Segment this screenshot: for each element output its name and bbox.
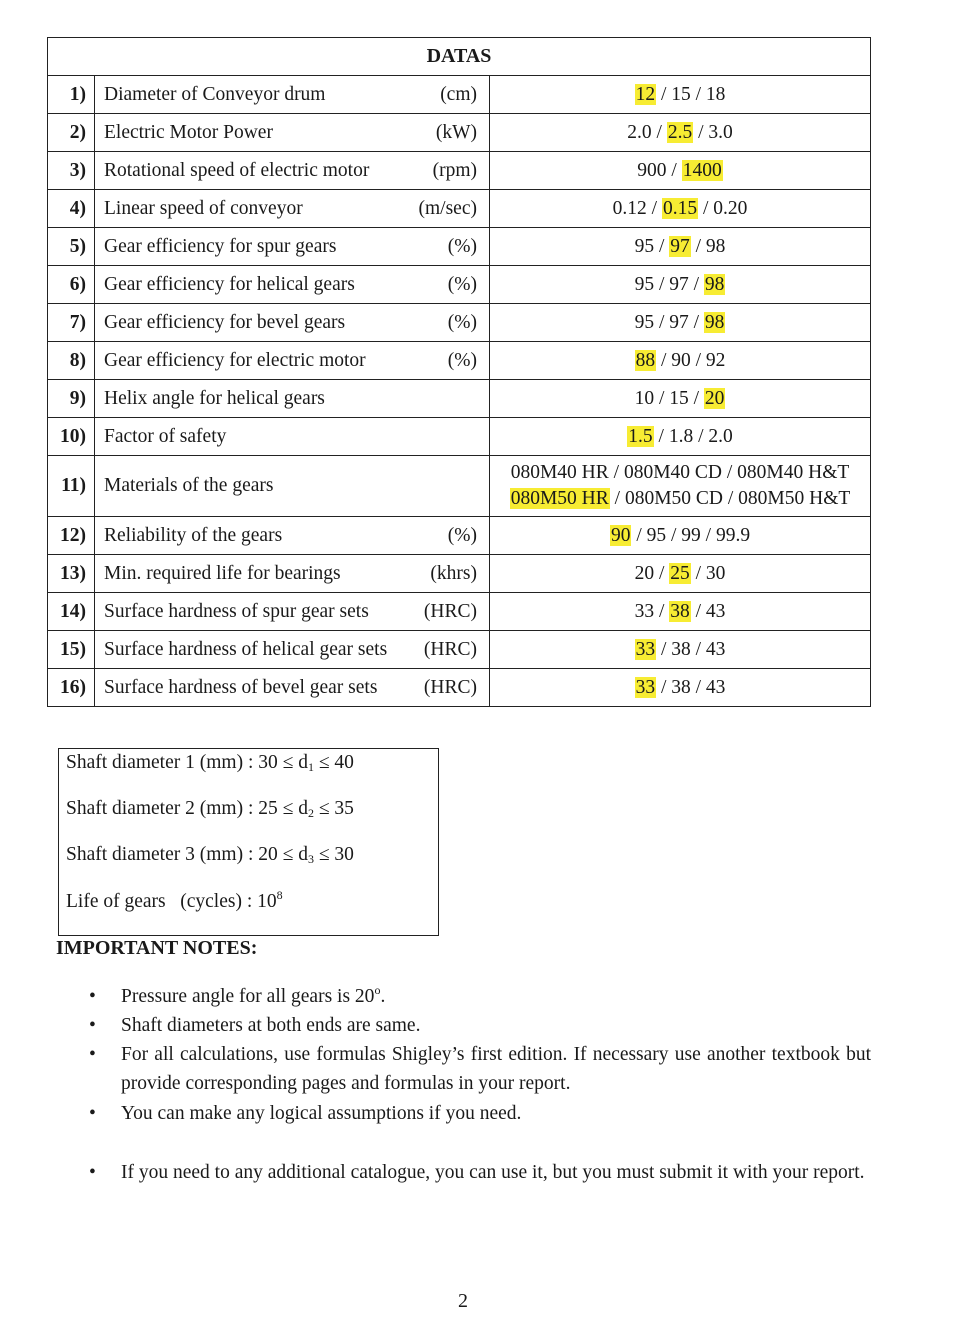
row-label <box>95 76 490 114</box>
table-row <box>48 555 871 593</box>
row-options: 33 / 38 / 43 <box>490 631 871 669</box>
parameter-name: Gear efficiency for helical gears <box>104 273 355 295</box>
row-number: 10) <box>48 418 95 456</box>
selected-option: 0.15 <box>662 197 698 219</box>
option-value: 95 <box>634 273 655 295</box>
row-options: 95 / 97 / 98 <box>490 304 871 342</box>
life-of-gears: Life of gears (cycles) : $10^8$ <box>66 888 283 912</box>
row-label <box>95 228 490 266</box>
option-value: 1.8 <box>668 425 694 447</box>
parameter-name: Rotational speed of electric motor <box>104 159 370 181</box>
table-row <box>48 456 871 517</box>
option-value: 33 <box>634 600 655 622</box>
option-value: 900 <box>637 159 667 181</box>
parameter-name: Linear speed of conveyor <box>104 197 303 219</box>
row-number: 15) <box>48 631 95 669</box>
row-number: 8) <box>48 342 95 380</box>
parameter-name: Diameter of Conveyor drum <box>104 83 326 105</box>
option-value: 30 <box>705 562 726 584</box>
row-number: 2) <box>48 114 95 152</box>
option-value: 15 <box>669 387 689 409</box>
note-assumptions: • You can make any logical assumptions if you need. <box>121 1099 871 1128</box>
option-value: 90 <box>671 349 691 371</box>
row-number: 9) <box>48 380 95 418</box>
parameter-name: Surface hardness of bevel gear sets <box>104 676 378 698</box>
row-label <box>95 152 490 190</box>
option-value: 97 <box>669 311 689 333</box>
parameter-name: Factor of safety <box>104 425 227 447</box>
parameter-name: Surface hardness of spur gear sets <box>104 600 369 622</box>
option-value: 38 <box>671 638 691 660</box>
row-options: 10 / 15 / 20 <box>490 380 871 418</box>
option-value: 2.0 <box>627 121 652 143</box>
parameter-name: Gear efficiency for spur gears <box>104 235 337 257</box>
parameter-unit: (m/sec) <box>418 197 477 219</box>
table-row <box>48 304 871 342</box>
shaft-diameter-1: Shaft diameter 1 (mm) : $30 \le d_1 \le 40$ <box>66 752 354 774</box>
bullet-icon: • <box>89 1162 96 1183</box>
datas-table <box>47 37 871 707</box>
selected-option: 25 <box>670 562 690 584</box>
table-row <box>48 380 871 418</box>
notes-title: IMPORTANT NOTES: <box>56 937 258 959</box>
option-value: 10 <box>634 387 655 409</box>
parameter-unit: (HRC) <box>423 676 477 698</box>
row-options: 33 / 38 / 43 <box>490 593 871 631</box>
option-value: 2.0 <box>708 425 733 447</box>
selected-option: 97 <box>670 235 690 257</box>
option-value: 95 <box>634 235 655 257</box>
note-shaft-ends: • Shaft diameters at both ends are same. <box>121 1011 871 1040</box>
row-options: 900 / 1400 <box>490 152 871 190</box>
parameter-unit: (%) <box>447 311 477 333</box>
option-value: 99 <box>681 524 701 546</box>
row-options: 20 / 25 / 30 <box>490 555 871 593</box>
row-label <box>95 631 490 669</box>
option-value: 0.12 <box>612 197 647 219</box>
option-value: 080M40 CD <box>623 462 722 483</box>
row-label <box>95 418 490 456</box>
row-options: 2.0 / 2.5 / 3.0 <box>490 114 871 152</box>
selected-option: 20 <box>704 387 725 409</box>
row-number: 11) <box>48 456 95 517</box>
shaft-diameter-2: Shaft diameter 2 (mm) : $25 \le d_2 \le 35$ <box>66 798 354 820</box>
selected-option: 2.5 <box>667 121 693 143</box>
row-label <box>95 517 490 555</box>
parameter-name: Gear efficiency for electric motor <box>104 349 366 371</box>
row-options: 1.5 / 1.8 / 2.0 <box>490 418 871 456</box>
option-value: 95 <box>646 524 667 546</box>
table-row <box>48 114 871 152</box>
option-value: 0.20 <box>713 197 748 219</box>
table-row <box>48 593 871 631</box>
row-label <box>95 555 490 593</box>
selected-option: 98 <box>704 311 725 333</box>
row-label <box>95 342 490 380</box>
table-row <box>48 228 871 266</box>
parameter-name: Surface hardness of helical gear sets <box>104 638 388 660</box>
row-number: 4) <box>48 190 95 228</box>
table-row <box>48 266 871 304</box>
row-label <box>95 266 490 304</box>
row-number: 7) <box>48 304 95 342</box>
row-number: 3) <box>48 152 95 190</box>
parameter-unit: (cm) <box>440 83 477 105</box>
selected-option: 1.5 <box>628 425 653 447</box>
row-options <box>490 456 871 517</box>
option-value: 98 <box>705 235 726 257</box>
row-label <box>95 593 490 631</box>
parameter-unit: (%) <box>447 349 477 371</box>
row-label <box>95 190 490 228</box>
note-catalogue: • If you need to any additional catalogue, you can use it, but you must submit it with your report. <box>121 1158 871 1187</box>
option-value: 18 <box>705 83 726 105</box>
parameter-name: Reliability of the gears <box>104 524 283 546</box>
row-number: 12) <box>48 517 95 555</box>
table-row <box>48 152 871 190</box>
table-title: DATAS <box>48 38 871 76</box>
shaft-diameter-3: Shaft diameter 3 (mm) : $20 \le d_3 \le 30$ <box>66 844 354 866</box>
option-value: 95 <box>634 311 655 333</box>
selected-option: 88 <box>635 349 656 371</box>
row-number: 13) <box>48 555 95 593</box>
option-value: 080M40 H&T <box>737 462 850 483</box>
selected-option: 1400 <box>682 159 722 181</box>
row-number: 16) <box>48 669 95 707</box>
parameter-unit: (khrs) <box>430 562 477 584</box>
row-label <box>95 304 490 342</box>
option-value: 97 <box>669 273 689 295</box>
table-row <box>48 418 871 456</box>
row-options: 88 / 90 / 92 <box>490 342 871 380</box>
material-line: 080M40 HR / 080M40 CD / 080M40 H&T <box>510 462 850 483</box>
selected-option: 38 <box>670 600 690 622</box>
row-options: 95 / 97 / 98 <box>490 228 871 266</box>
option-value: 080M50 CD <box>624 488 723 509</box>
table-row <box>48 631 871 669</box>
bullet-icon: • <box>89 986 96 1007</box>
parameter-unit: (HRC) <box>423 600 477 622</box>
table-row <box>48 76 871 114</box>
option-value: 15 <box>671 83 691 105</box>
table-row <box>48 669 871 707</box>
table-row <box>48 517 871 555</box>
table-row <box>48 190 871 228</box>
page-number: 2 <box>458 1290 468 1312</box>
selected-option: 98 <box>704 273 725 295</box>
row-options: 12 / 15 / 18 <box>490 76 871 114</box>
selected-option: 33 <box>635 638 656 660</box>
row-options: 33 / 38 / 43 <box>490 669 871 707</box>
material-line: 080M50 HR / 080M50 CD / 080M50 H&T <box>510 488 851 509</box>
row-label <box>95 669 490 707</box>
option-value: 38 <box>671 676 691 698</box>
option-value: 080M50 H&T <box>738 488 851 509</box>
option-value: 43 <box>705 638 726 660</box>
option-value: 43 <box>705 676 726 698</box>
selected-option: 90 <box>610 524 631 546</box>
parameter-name: Materials of the gears <box>104 475 274 496</box>
option-value: 3.0 <box>708 121 733 143</box>
row-number: 5) <box>48 228 95 266</box>
row-number: 1) <box>48 76 95 114</box>
bullet-icon: • <box>89 1015 96 1036</box>
selected-option: 12 <box>635 83 656 105</box>
parameter-name: Helix angle for helical gears <box>104 387 325 409</box>
row-number: 6) <box>48 266 95 304</box>
note-pressure-angle: • Pressure angle for all gears is 20$^o$. <box>121 982 871 1011</box>
parameter-unit: (%) <box>447 273 477 295</box>
parameter-name: Electric Motor Power <box>104 121 273 143</box>
parameter-name: Min. required life for bearings <box>104 562 341 584</box>
shaft-constraints-box <box>58 748 439 936</box>
note-formulas: • For all calculations, use formulas Shigley’s first edition. If necessary use another textbook but provide corresponding pages and formulas in your report. <box>121 1040 871 1098</box>
selected-option: 33 <box>635 676 656 698</box>
row-options: 90 / 95 / 99 / 99.9 <box>490 517 871 555</box>
row-label <box>95 114 490 152</box>
option-value: 92 <box>705 349 726 371</box>
parameter-unit: (rpm) <box>432 159 477 181</box>
row-options: 95 / 97 / 98 <box>490 266 871 304</box>
parameter-unit: (%) <box>447 235 477 257</box>
option-value: 20 <box>634 562 655 584</box>
row-label <box>95 380 490 418</box>
bullet-icon: • <box>89 1103 96 1124</box>
option-value: 080M40 HR <box>510 462 609 483</box>
parameter-unit: (%) <box>447 524 477 546</box>
parameter-unit: (HRC) <box>423 638 477 660</box>
row-options: 0.12 / 0.15 / 0.20 <box>490 190 871 228</box>
option-value: 43 <box>705 600 726 622</box>
option-value: 99.9 <box>715 524 751 546</box>
table-row <box>48 342 871 380</box>
row-label <box>95 456 490 517</box>
parameter-name: Gear efficiency for bevel gears <box>104 311 346 333</box>
bullet-icon: • <box>89 1044 96 1065</box>
parameter-unit: (kW) <box>435 121 477 143</box>
selected-option: 080M50 HR <box>510 488 609 509</box>
row-number: 14) <box>48 593 95 631</box>
